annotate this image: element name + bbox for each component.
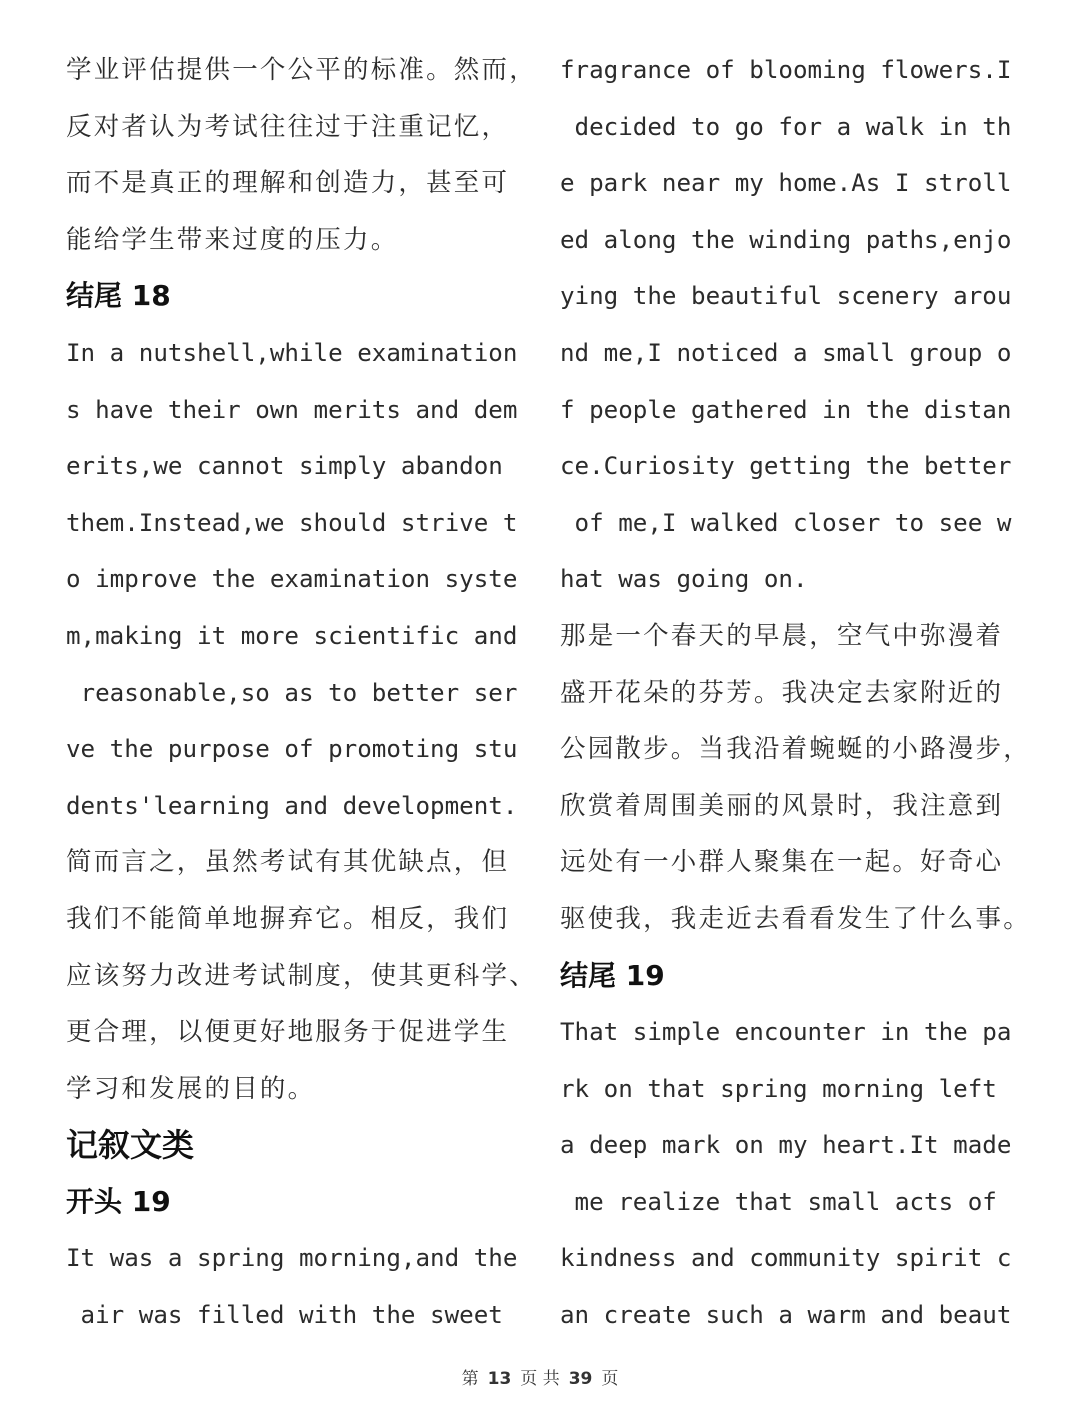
footer-total-pages: 39 (568, 1369, 593, 1389)
english-text-line: ve the purpose of promoting stu (66, 735, 518, 764)
chinese-text-line: 应该努力改进考试制度，使其更科学、 (66, 960, 537, 991)
english-text-line: kindness and community spirit c (560, 1244, 1012, 1273)
english-text-line: of me,I walked closer to see w (560, 508, 1012, 537)
chinese-text-line: 盛开花朵的芬芳。我决定去家附近的 (560, 677, 1004, 708)
english-text-line: hat was going on. (560, 565, 808, 594)
english-text-line: decided to go for a walk in th (560, 112, 1012, 141)
english-text-line: ying the beautiful scenery arou (560, 282, 1012, 311)
chinese-text-line: 学业评估提供一个公平的标准。然而， (66, 55, 537, 85)
english-text-line: them.Instead,we should strive t (66, 508, 518, 537)
chinese-text-line: 学习和发展的目的。 (66, 1073, 316, 1104)
footer-prefix: 第 (461, 1369, 479, 1389)
english-text-line: That simple encounter in the pa (560, 1018, 1012, 1047)
left-column (66, 42, 536, 1344)
english-text-line: fragrance of blooming flowers.I (560, 56, 1012, 84)
section-heading: 结尾 19 (560, 958, 665, 992)
chinese-text-line: 能给学生带来过度的压力。 (66, 224, 399, 255)
section-heading: 开头 19 (66, 1184, 171, 1218)
section-heading: 记叙文类 (66, 1126, 195, 1165)
chinese-text-line: 欣赏着周围美丽的风景时，我注意到 (560, 790, 1004, 821)
english-text-line: f people gathered in the distan (560, 395, 1012, 424)
english-text-line: an create such a warm and beaut (560, 1301, 1012, 1330)
english-text-line: In a nutshell,while examination (66, 338, 518, 367)
footer-middle: 页 共 (520, 1369, 560, 1389)
right-column (560, 42, 1030, 1344)
english-text-line: m,making it more scientific and (66, 621, 518, 650)
chinese-text-line: 简而言之，虽然考试有其优缺点，但 (66, 847, 510, 878)
english-text-line: nd me,I noticed a small group o (560, 338, 1012, 367)
english-text-line: e park near my home.As I stroll (560, 169, 1012, 198)
footer-suffix: 页 (601, 1369, 619, 1389)
chinese-text-line: 反对者认为考试往往过于注重记忆， (66, 111, 510, 142)
english-text-line: o improve the examination syste (66, 565, 518, 594)
chinese-text-line: 更合理，以便更好地服务于促进学生 (66, 1017, 510, 1048)
english-text-line: rk on that spring morning left (560, 1074, 997, 1103)
section-heading: 结尾 18 (66, 279, 171, 313)
chinese-text-line: 公园散步。当我沿着蜿蜒的小路漫步， (560, 734, 1031, 765)
english-text-line: erits,we cannot simply abandon (66, 452, 503, 481)
english-text-line: a deep mark on my heart.It made (560, 1131, 1012, 1160)
page-footer (0, 1364, 1080, 1389)
english-text-line: reasonable,so as to better ser (66, 678, 518, 707)
chinese-text-line: 远处有一小群人聚集在一起。好奇心 (560, 847, 1004, 878)
english-text-line: ed along the winding paths,enjo (560, 225, 1012, 254)
english-text-line: air was filled with the sweet (66, 1301, 503, 1330)
chinese-text-line: 我们不能简单地摒弃它。相反，我们 (66, 903, 510, 934)
english-text-line: me realize that small acts of (560, 1187, 997, 1216)
english-text-line: dents'learning and development. (66, 791, 518, 820)
chinese-text-line: 那是一个春天的早晨，空气中弥漫着 (560, 620, 1004, 651)
chinese-text-line: 驱使我，我走近去看看发生了什么事。 (560, 903, 1031, 934)
english-text-line: s have their own merits and dem (66, 395, 518, 424)
chinese-text-line: 而不是真正的理解和创造力，甚至可 (66, 168, 510, 199)
english-text-line: It was a spring morning,and the (66, 1244, 518, 1273)
english-text-line: ce.Curiosity getting the better (560, 452, 1012, 481)
footer-page-number: 13 (487, 1369, 512, 1389)
